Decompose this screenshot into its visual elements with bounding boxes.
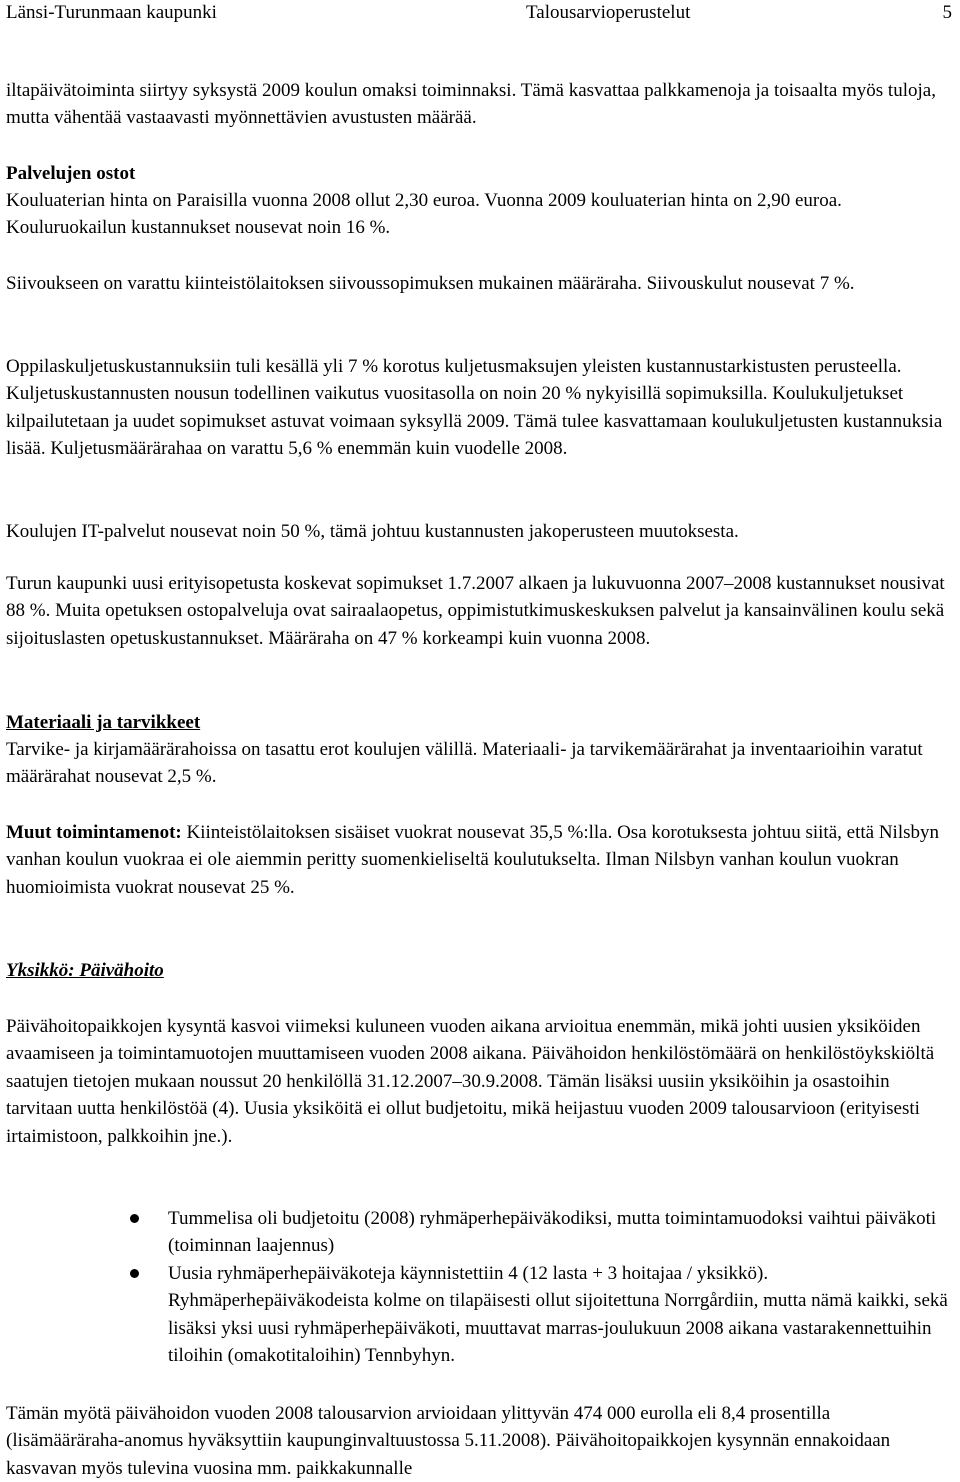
paragraph-kouluateria: Kouluaterian hinta on Paraisilla vuonna 2008 ollut 2,30 euroa. Vuonna 2009 kouluaterian hinta on 2,90 euroa. Kouluruokailun kustannukset nousevat noin 16 %. [6, 190, 842, 239]
muut-toimintamenot-label: Muut toimintamenot: [6, 822, 182, 843]
paragraph-erityisopetus: Turun kaupunki uusi erityisopetusta koskevat sopimukset 1.7.2007 alkaen ja lukuvuonna 2007–2008 kustannukset nousivat 88 %. Muita opetuksen ostopalveluja ovat sairaalaopetus, oppimistutkimuskeskuksen palvelut ja kansainvälinen koulu sekä sijoituslasten opetuskustannukset. Määräraha on 47 % korkeampi kuin vuonna 2008. [6, 573, 945, 649]
list-item [0, 1260, 960, 1370]
header-organization: Länsi-Turunmaan kaupunki [6, 2, 217, 23]
paragraph-paivahoitopaikat: Päivähoitopaikkojen kysyntä kasvoi viimeksi kuluneen vuoden aikana arvioitua enemmän, mikä johti uusien yksiköiden avaamiseen ja toimintamuotojen muuttamiseen vuoden 2008 aikana. Päivähoidon henkilöstömäärä on henkilöstöykskiöltä saatujen tietojen mukaan noussut 20 henkilöllä 31.12.2007–30.9.2008. Tämän lisäksi uusiin yksiköihin ja osastoihin tarvitaan uutta henkilöstöä (4). Uusia yksiköitä ei ollut budjetoitu, mikä heijastuu vuoden 2009 talousarvioon (erityisesti irtaimistoon, palkkoihin jne.). [6, 1016, 935, 1147]
bullet-icon [130, 1269, 139, 1278]
list-item [0, 1205, 960, 1260]
bullet-icon [130, 1214, 139, 1223]
heading-palvelujen-ostot: Palvelujen ostot [6, 163, 136, 184]
paragraph-oppilaskuljetus: Oppilaskuljetuskustannuksiin tuli kesällä yli 7 % korotus kuljetusmaksujen yleisten kustannustarkistusten perusteella. Kuljetuskustannusten nousun todellinen vaikutus vuositasolla on noin 20 % nykyisillä sopimuksilla. Koulukuljetukset kilpailutetaan ja uudet sopimukset astuvat voimaan syksyllä 2009. Tämä tulee kasvattamaan koulukuljetusten kustannuksia lisää. Kuljetusmäärärahaa on varattu 5,6 % enemmän kuin vuodelle 2008. [6, 356, 943, 460]
list-item-text: Uusia ryhmäperhepäiväkoteja käynnistettiin 4 (12 lasta + 3 hoitajaa / yksikkö). Ryhmäperhepäiväkodeista kolme on tilapäisesti ollut sijoitettuna Norrgårdiin, mutta nämä kaikki, sekä lisäksi yksi uusi ryhmäperhepäiväkoti, muuttavat marras-joulukuun 2008 aikana vastarakennettuihin tiloihin (omakotitaloihin) Tennbyhyn. [168, 1262, 948, 1367]
list-item-text: Tummelisa oli budjetoitu (2008) ryhmäperhepäiväkodiksi, mutta toimintamuodoksi vaihtui päiväkoti (toiminnan laajennus) [168, 1208, 937, 1257]
page-header [6, 0, 952, 26]
paragraph-siivous: Siivoukseen on varattu kiinteistölaitoksen siivoussopimuksen mukainen määräraha. Siivouskulut nousevat 7 %. [6, 273, 855, 294]
paragraph-tarvikkeet: Tarvike- ja kirjamäärärahoissa on tasattu erot koulujen välillä. Materiaali- ja tarvikemäärärahat ja inventaarioihin varatut määrärahat nousevat 2,5 %. [6, 739, 923, 788]
bullet-list [0, 1205, 960, 1369]
paragraph-talousarvio-ylitys: Tämän myötä päivähoidon vuoden 2008 talousarvion arvioidaan ylittyvän 474 000 eurolla eli 8,4 prosentilla (lisämääräraha-anomus hyväksyttiin kaupunginvaltuustossa 5.11.2008). Päivähoitopaikkojen kysynnän ennakoidaan kasvavan myös tulevina vuosina mm. paikkakunnalle [6, 1403, 891, 1479]
paragraph-muut-toimintamenot [6, 819, 952, 901]
heading-yksikko-paivahoito: Yksikkö: Päivähoito [6, 960, 164, 981]
heading-materiaali-ja-tarvikkeet: Materiaali ja tarvikkeet [6, 712, 201, 733]
muut-toimintamenot-text: Kiinteistölaitoksen sisäiset vuokrat nousevat 35,5 %:lla. Osa korotuksesta johtuu siitä, että Nilsbyn vanhan koulun vuokraa ei ole aiemmin peritty suomenkieliseltä koulutukselta. Ilman Nilsbyn vanhan koulun vuokran huomioimista vuokrat nousevat 25 %. [6, 822, 939, 898]
header-page-number: 5 [942, 2, 952, 23]
header-document-title: Talousarvioperustelut [526, 2, 691, 23]
paragraph-it-palvelut: Koulujen IT-palvelut nousevat noin 50 %, tämä johtuu kustannusten jakoperusteen muutoksesta. [6, 521, 739, 542]
paragraph-iltapaivatoiminta: iltapäivätoiminta siirtyy syksystä 2009 koulun omaksi toiminnaksi. Tämä kasvattaa palkkamenoja ja toisaalta myös tuloja, mutta vähentää vastaavasti myönnettävien avustusten määrää. [6, 80, 936, 129]
